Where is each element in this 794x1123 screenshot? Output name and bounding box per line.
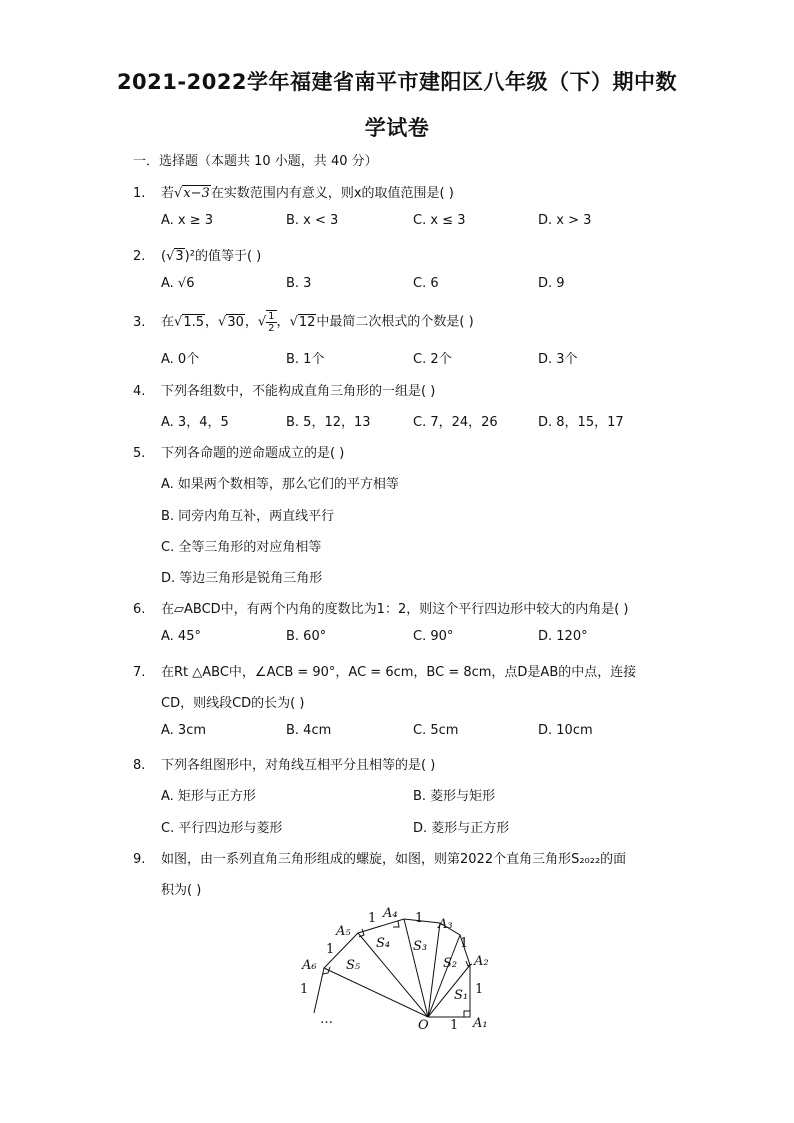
- q3-option-b: B. 1个: [286, 352, 325, 367]
- q2-option-c: C. 6: [413, 276, 439, 291]
- q3-option-d: D. 3个: [538, 352, 578, 367]
- q7-option-c: C. 5cm: [413, 723, 459, 738]
- label-one-6: 1: [326, 942, 335, 957]
- q6-option-c: C. 90°: [413, 629, 454, 644]
- q5-option-c: C. 全等三角形的对应角相等: [161, 540, 322, 555]
- label-ellipsis: …: [320, 1012, 333, 1027]
- question-6: 6. 在▱ABCD中，有两个内角的度数比为1：2，则这个平行四边形中较大的内角是( ): [133, 602, 629, 617]
- label-a4: A₄: [383, 906, 398, 921]
- label-s3: S₃: [413, 939, 428, 954]
- q1-option-d: D. x > 3: [538, 213, 592, 228]
- q8-option-d: D. 菱形与正方形: [413, 821, 510, 836]
- label-s4: S₄: [376, 936, 391, 951]
- fraction-one-half: $\frac{1}{2}$: [268, 311, 275, 334]
- label-s5: S₅: [346, 958, 361, 973]
- q2-option-d: D. 9: [538, 276, 565, 291]
- question-7-line2: CD，则线段CD的长为( ): [161, 696, 305, 711]
- q1-option-a: A. x ≥ 3: [161, 213, 214, 228]
- question-1: 1. 若√x−3在实数范围内有意义，则x的取值范围是( ): [133, 186, 454, 201]
- exam-title-line1: 2021-2022学年福建省南平市建阳区八年级（下）期中数: [116, 70, 678, 94]
- label-one-5: 1: [368, 911, 377, 926]
- question-4: 4. 下列各组数中，不能构成直角三角形的一组是( ): [133, 384, 436, 399]
- q3-option-c: C. 2个: [413, 352, 452, 367]
- q5-option-d: D. 等边三角形是锐角三角形: [161, 571, 323, 586]
- q1-option-c: C. x ≤ 3: [413, 213, 466, 228]
- label-one-7: 1: [300, 982, 309, 997]
- q6-option-a: A. 45°: [161, 629, 201, 644]
- label-a1: A₁: [473, 1016, 488, 1031]
- q7-option-d: D. 10cm: [538, 723, 593, 738]
- q5-option-b: B. 同旁内角互补，两直线平行: [161, 509, 335, 524]
- q6-option-b: B. 60°: [286, 629, 327, 644]
- label-a6: A₆: [302, 958, 317, 973]
- exam-title-line2: 学试卷: [364, 116, 430, 140]
- radicand: x−3: [183, 186, 210, 201]
- label-a5: A₅: [336, 924, 351, 939]
- q8-option-b: B. 菱形与矩形: [413, 789, 496, 804]
- q8-option-c: C. 平行四边形与菱形: [161, 821, 283, 836]
- q7-option-a: A. 3cm: [161, 723, 207, 738]
- label-one-1: 1: [450, 1018, 459, 1033]
- label-origin: O: [418, 1018, 429, 1033]
- q7-option-b: B. 4cm: [286, 723, 332, 738]
- question-9: 9. 如图，由一系列直角三角形组成的螺旋，如图，则第2022个直角三角形S₂₀₂₂的面: [133, 852, 627, 867]
- label-s2: S₂: [443, 956, 458, 971]
- q6-option-d: D. 120°: [538, 629, 588, 644]
- label-s1: S₁: [454, 988, 469, 1003]
- q2-option-a: A. √6: [161, 276, 195, 291]
- q4-option-d: D. 8，15，17: [538, 415, 624, 430]
- question-2: 2. (√3)²的值等于( ): [133, 249, 262, 264]
- question-9-line2: 积为( ): [161, 883, 202, 898]
- q4-option-c: C. 7，24，26: [413, 415, 498, 430]
- label-a3: A₃: [438, 917, 453, 932]
- q3-option-a: A. 0个: [161, 352, 200, 367]
- right-angle-a1: [464, 1011, 470, 1017]
- question-5: 5. 下列各命题的逆命题成立的是( ): [133, 446, 345, 461]
- q1-option-b: B. x < 3: [286, 213, 339, 228]
- spiral-triangles-figure: [290, 895, 510, 1035]
- q4-option-a: A. 3，4，5: [161, 415, 229, 430]
- q4-option-b: B. 5，12，13: [286, 415, 371, 430]
- q5-option-a: A. 如果两个数相等，那么它们的平方相等: [161, 477, 399, 492]
- label-one-3: 1: [460, 936, 469, 951]
- question-8: 8. 下列各组图形中，对角线互相平分且相等的是( ): [133, 758, 436, 773]
- question-7: 7. 在Rt △ABC中，∠ACB = 90°，AC = 6cm，BC = 8cm，点D是AB的中点，连接: [133, 665, 637, 680]
- q2-option-b: B. 3: [286, 276, 312, 291]
- question-3: 3. 在√1.5，√30，√ $\frac{1}{2}$ ，√12中最简二次根式的个数是( ): [133, 311, 474, 334]
- label-one-2: 1: [475, 982, 484, 997]
- label-one-4: 1: [415, 911, 424, 926]
- q8-option-a: A. 矩形与正方形: [161, 789, 256, 804]
- section-heading: 一．选择题（本题共 10 小题，共 40 分）: [133, 154, 378, 169]
- label-a2: A₂: [474, 954, 489, 969]
- spoke-oa7: [324, 968, 428, 1017]
